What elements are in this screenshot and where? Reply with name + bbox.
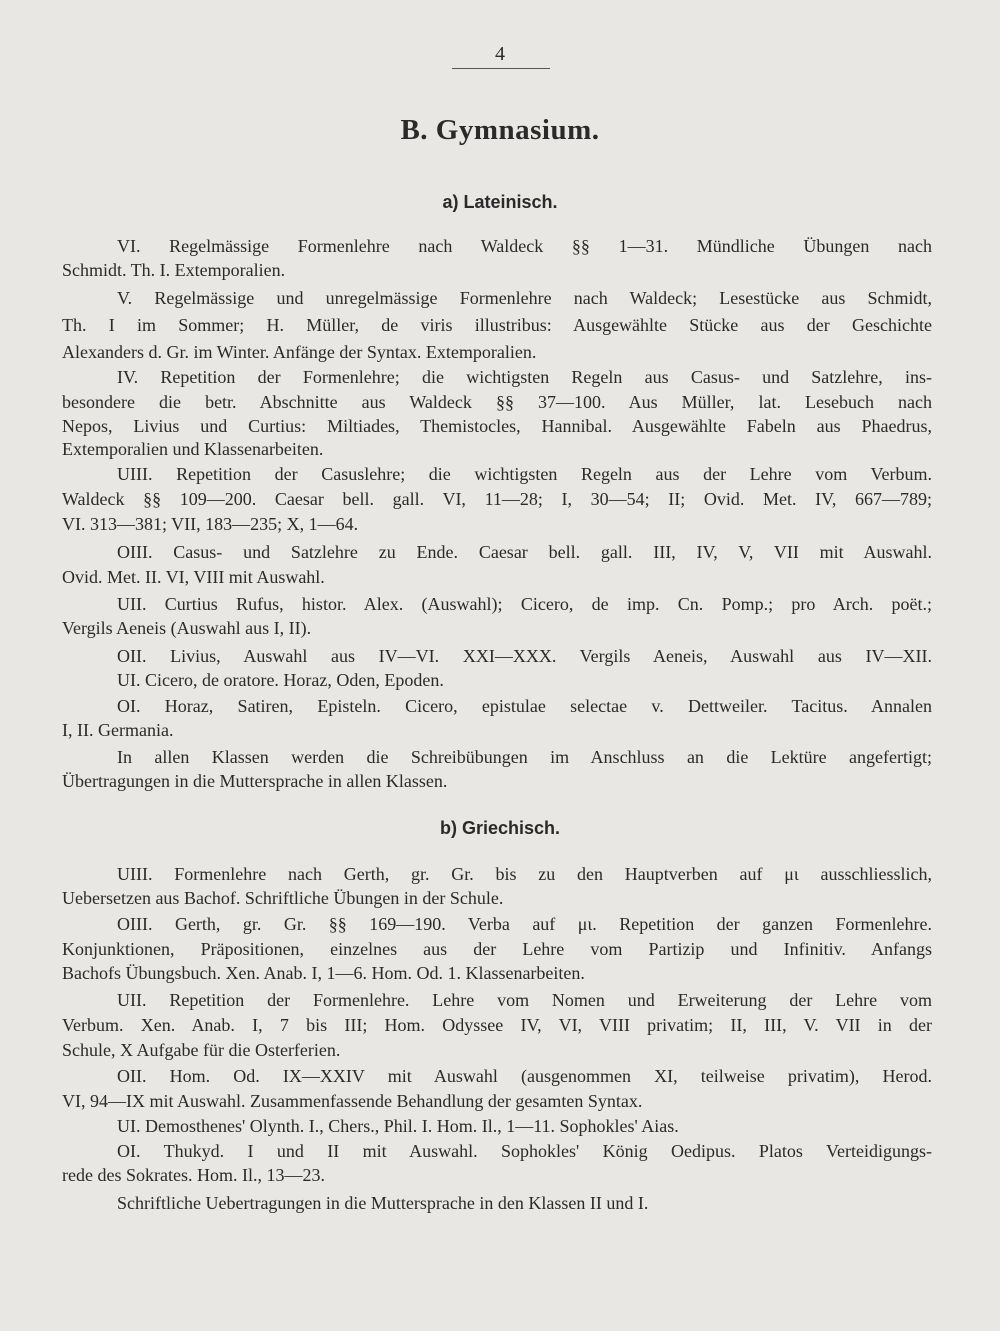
latin-line: Ovid. Met. II. VI, VIII mit Auswahl. bbox=[62, 567, 325, 587]
latin-line: besondere die betr. Abschnitte aus Waldeck §§ 37—100. Aus Müller, lat. Lesebuch nach bbox=[62, 392, 932, 412]
greek-line: Konjunktionen, Präpositionen, einzelnes aus der Lehre vom Partizip und Infinitiv. Anfangs bbox=[62, 939, 932, 959]
greek-line: Schule, X Aufgabe für die Osterferien. bbox=[62, 1040, 341, 1060]
latin-line: IV. Repetition der Formenlehre; die wichtigsten Regeln aus Casus- und Satzlehre, ins- bbox=[117, 367, 932, 387]
greek-line: Verbum. Xen. Anab. I, 7 bis III; Hom. Odyssee IV, VI, VIII privatim; II, III, V. VII in der bbox=[62, 1015, 932, 1035]
greek-line: UI. Demosthenes' Olynth. I., Chers., Phil. I. Hom. Il., 1—11. Sophokles' Aias. bbox=[117, 1116, 679, 1136]
latin-line: VI. Regelmässige Formenlehre nach Waldeck §§ 1—31. Mündliche Übungen nach bbox=[117, 236, 932, 256]
latin-line: Schmidt. Th. I. Extemporalien. bbox=[62, 260, 286, 280]
greek-line: OIII. Gerth, gr. Gr. §§ 169—190. Verba auf μι. Repetition der ganzen Formenlehre. bbox=[117, 914, 932, 934]
greek-line: Bachofs Übungsbuch. Xen. Anab. I, 1—6. Hom. Od. 1. Klassenarbeiten. bbox=[62, 963, 585, 983]
greek-line: Uebersetzen aus Bachof. Schriftliche Übungen in der Schule. bbox=[62, 888, 504, 908]
latin-line: V. Regelmässige und unregelmässige Formenlehre nach Waldeck; Lesestücke aus Schmidt, bbox=[117, 288, 932, 308]
greek-line: UII. Repetition der Formenlehre. Lehre vom Nomen und Erweiterung der Lehre vom bbox=[117, 990, 932, 1010]
latin-line: OII. Livius, Auswahl aus IV—VI. XXI—XXX. Vergils Aeneis, Auswahl aus IV—XII. bbox=[117, 646, 932, 666]
greek-line: Schriftliche Uebertragungen in die Muttersprache in den Klassen II und I. bbox=[117, 1193, 649, 1213]
greek-line: rede des Sokrates. Hom. Il., 13—23. bbox=[62, 1165, 325, 1185]
greek-line: UIII. Formenlehre nach Gerth, gr. Gr. bis zu den Hauptverben auf μι ausschliesslich, bbox=[117, 864, 932, 884]
latin-line: I, II. Germania. bbox=[62, 720, 174, 740]
greek-line: OII. Hom. Od. IX—XXIV mit Auswahl (ausgenommen XI, teilweise privatim), Herod. bbox=[117, 1066, 932, 1086]
latin-line: Alexanders d. Gr. im Winter. Anfänge der Syntax. Extemporalien. bbox=[62, 342, 537, 362]
greek-line: VI, 94—IX mit Auswahl. Zusammenfassende Behandlung der gesamten Syntax. bbox=[62, 1091, 643, 1111]
latin-line: OIII. Casus- und Satzlehre zu Ende. Caesar bell. gall. III, IV, V, VII mit Auswahl. bbox=[117, 542, 932, 562]
greek-heading: b) Griechisch. bbox=[439, 818, 561, 838]
latin-heading: a) Lateinisch. bbox=[442, 192, 558, 212]
latin-line: Th. I im Sommer; H. Müller, de viris illustribus: Ausgewählte Stücke aus der Geschichte bbox=[62, 315, 932, 335]
latin-line: UIII. Repetition der Casuslehre; die wichtigsten Regeln aus der Lehre vom Verbum. bbox=[117, 464, 932, 484]
page-number-rule bbox=[452, 68, 550, 69]
latin-line: Nepos, Livius und Curtius: Miltiades, Themistocles, Hannibal. Ausgewählte Fabeln aus Phaedrus, bbox=[62, 416, 932, 436]
latin-line: OI. Horaz, Satiren, Episteln. Cicero, epistulae selectae v. Dettweiler. Tacitus. Annalen bbox=[117, 696, 932, 716]
greek-line: OI. Thukyd. I und II mit Auswahl. Sophokles' König Oedipus. Platos Verteidigungs- bbox=[117, 1141, 932, 1161]
latin-line: UI. Cicero, de oratore. Horaz, Oden, Epoden. bbox=[117, 670, 444, 690]
latin-line: VI. 313—381; VII, 183—235; X, 1—64. bbox=[62, 514, 359, 534]
latin-line: Waldeck §§ 109—200. Caesar bell. gall. VI, 11—28; I, 30—54; II; Ovid. Met. IV, 667—789; bbox=[62, 489, 932, 509]
page-number: 4 bbox=[495, 43, 505, 65]
latin-line: In allen Klassen werden die Schreibübungen im Anschluss an die Lektüre angefertigt; bbox=[117, 747, 932, 767]
latin-line: Übertragungen in die Muttersprache in allen Klassen. bbox=[62, 771, 448, 791]
latin-line: Extemporalien und Klassenarbeiten. bbox=[62, 439, 324, 459]
latin-line: Vergils Aeneis (Auswahl aus I, II). bbox=[62, 618, 312, 638]
page-title: B. Gymnasium. bbox=[400, 114, 600, 146]
latin-line: UII. Curtius Rufus, histor. Alex. (Auswahl); Cicero, de imp. Cn. Pomp.; pro Arch. poët.; bbox=[117, 594, 932, 614]
